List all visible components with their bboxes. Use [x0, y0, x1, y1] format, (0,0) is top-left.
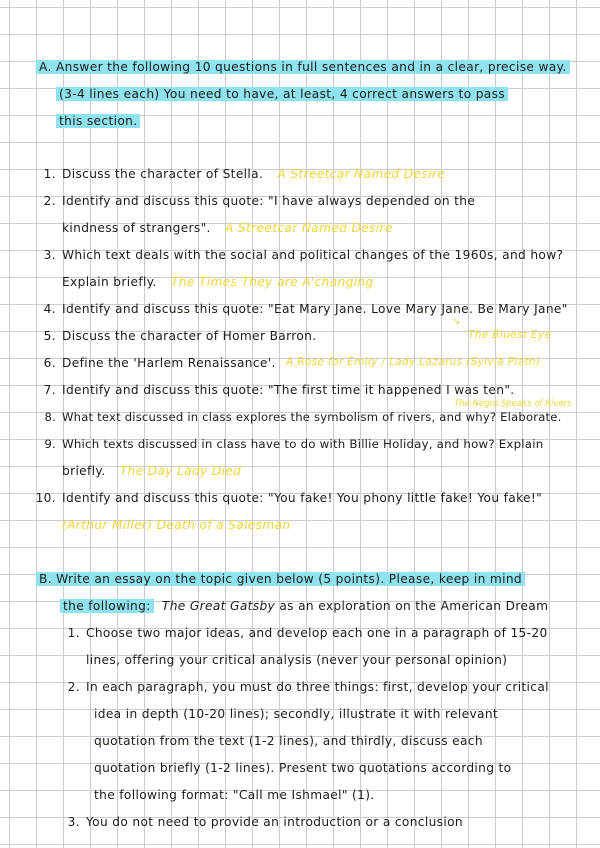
question-number: 9.	[44, 437, 56, 451]
question-number: 10.	[35, 491, 56, 505]
section-b-instruction-line-1	[36, 572, 525, 586]
section-a-intro-3: this section.	[56, 114, 140, 128]
item-text: quotation briefly (1-2 lines). Present two quotations according to	[94, 761, 512, 775]
arrow-icon: ↘	[452, 316, 461, 327]
question-text-cont: kindness of strangers".	[62, 221, 211, 235]
question-7	[34, 383, 515, 397]
essay-item-2-cont-1	[94, 707, 498, 721]
question-9-continued	[34, 464, 241, 478]
question-1	[34, 167, 445, 181]
item-text: Choose two major ideas, and develop each one in a paragraph of 15-20	[86, 626, 548, 640]
section-a-instruction-line-3	[56, 114, 140, 128]
question-number: 1.	[43, 167, 56, 181]
question-number: 6.	[43, 356, 56, 370]
question-answer: A Streetcar Named Desire	[277, 167, 446, 181]
question-3	[34, 248, 563, 262]
question-text-cont: Explain briefly.	[62, 275, 157, 289]
essay-item-2-cont-3	[94, 761, 512, 775]
question-text: Identify and discuss this quote: "You fake! You phony little fake! You fake!"	[62, 491, 543, 505]
section-b-line-2b: as an exploration on the American Dream	[279, 599, 549, 613]
item-text: lines, offering your critical analysis (never your personal opinion)	[86, 653, 508, 667]
essay-item-2-cont-2	[94, 734, 483, 748]
item-number: 2.	[67, 680, 80, 694]
question-3-continued	[34, 275, 374, 289]
question-text: What text discussed in class explores the symbolism of rivers, and why? Elaborate.	[62, 410, 562, 424]
section-b-line-1: Write an essay on the topic given below (5 points). Please, keep in mind	[56, 572, 523, 586]
question-2	[34, 194, 475, 208]
question-text: Discuss the character of Stella.	[62, 167, 264, 181]
question-answer: The Day Lady Died	[119, 464, 242, 478]
section-b-instruction-line-2	[60, 599, 548, 613]
question-8	[34, 410, 561, 424]
question-2-continued	[34, 221, 393, 235]
question-number: 2.	[43, 194, 56, 208]
item-text: the following format: "Call me Ishmael" (1).	[94, 788, 375, 802]
question-text: Identify and discuss this quote: "The first time it happened I was ten".	[62, 383, 515, 397]
question-8-answer: The Negro Speaks of Rivers	[454, 399, 572, 409]
question-number: 8.	[44, 410, 56, 424]
question-4	[34, 302, 568, 316]
section-b-label: B.	[39, 572, 52, 586]
question-text-cont: briefly.	[62, 464, 106, 478]
section-a-instruction-line-2	[56, 87, 508, 101]
essay-item-1-cont	[86, 653, 507, 667]
section-b-line-2a: the following:	[60, 599, 154, 613]
question-6-answer: A Rose for Emily / Lady Lazarus (Sylvia Plath)	[286, 356, 541, 368]
item-text: idea in depth (10-20 lines); secondly, illustrate it with relevant	[94, 707, 499, 721]
question-text: Define the 'Harlem Renaissance'.	[62, 356, 276, 370]
essay-item-1	[62, 626, 548, 640]
essay-item-3	[62, 815, 463, 829]
section-a-intro-1: Answer the following 10 questions in full sentences and in a clear, precise way.	[55, 60, 567, 74]
item-text: quotation from the text (1-2 lines), and thirdly, discuss each	[94, 734, 483, 748]
item-text: You do not need to provide an introduction or a conclusion	[86, 815, 463, 829]
section-b-topic: The Great Gatsby	[161, 599, 276, 613]
item-number: 1.	[67, 626, 80, 640]
question-5-answer: The Bluest Eye	[468, 329, 552, 341]
essay-item-2	[62, 680, 549, 694]
question-6	[34, 356, 276, 370]
item-text: In each paragraph, you must do three things: first, develop your critical	[86, 680, 549, 694]
question-number: 5.	[43, 329, 56, 343]
section-a-instruction-line-1	[36, 60, 570, 74]
question-text: Identify and discuss this quote: "I have always depended on the	[62, 194, 476, 208]
question-text: Which text deals with the social and political changes of the 1960s, and how?	[62, 248, 564, 262]
question-number: 7.	[43, 383, 56, 397]
question-9	[34, 437, 543, 451]
question-10-answer: (Arthur Miller) Death of a Salesman	[62, 518, 291, 532]
question-text: Discuss the character of Homer Barron.	[62, 329, 317, 343]
item-number: 3.	[67, 815, 80, 829]
question-answer: A Streetcar Named Desire	[225, 221, 393, 235]
question-5	[34, 329, 316, 343]
question-number: 3.	[43, 248, 56, 262]
question-answer: The Times They are A'changing	[170, 275, 374, 289]
question-10	[34, 491, 542, 505]
question-number: 4.	[43, 302, 56, 316]
essay-item-2-cont-4	[94, 788, 375, 802]
section-a-intro-2: (3-4 lines each) You need to have, at least, 4 correct answers to pass	[56, 87, 508, 101]
question-text: Which texts discussed in class have to do with Billie Holiday, and how? Explain	[62, 437, 544, 451]
section-a-label: A.	[39, 60, 52, 74]
question-text: Identify and discuss this quote: "Eat Mary Jane. Love Mary Jane. Be Mary Jane"	[62, 302, 568, 316]
